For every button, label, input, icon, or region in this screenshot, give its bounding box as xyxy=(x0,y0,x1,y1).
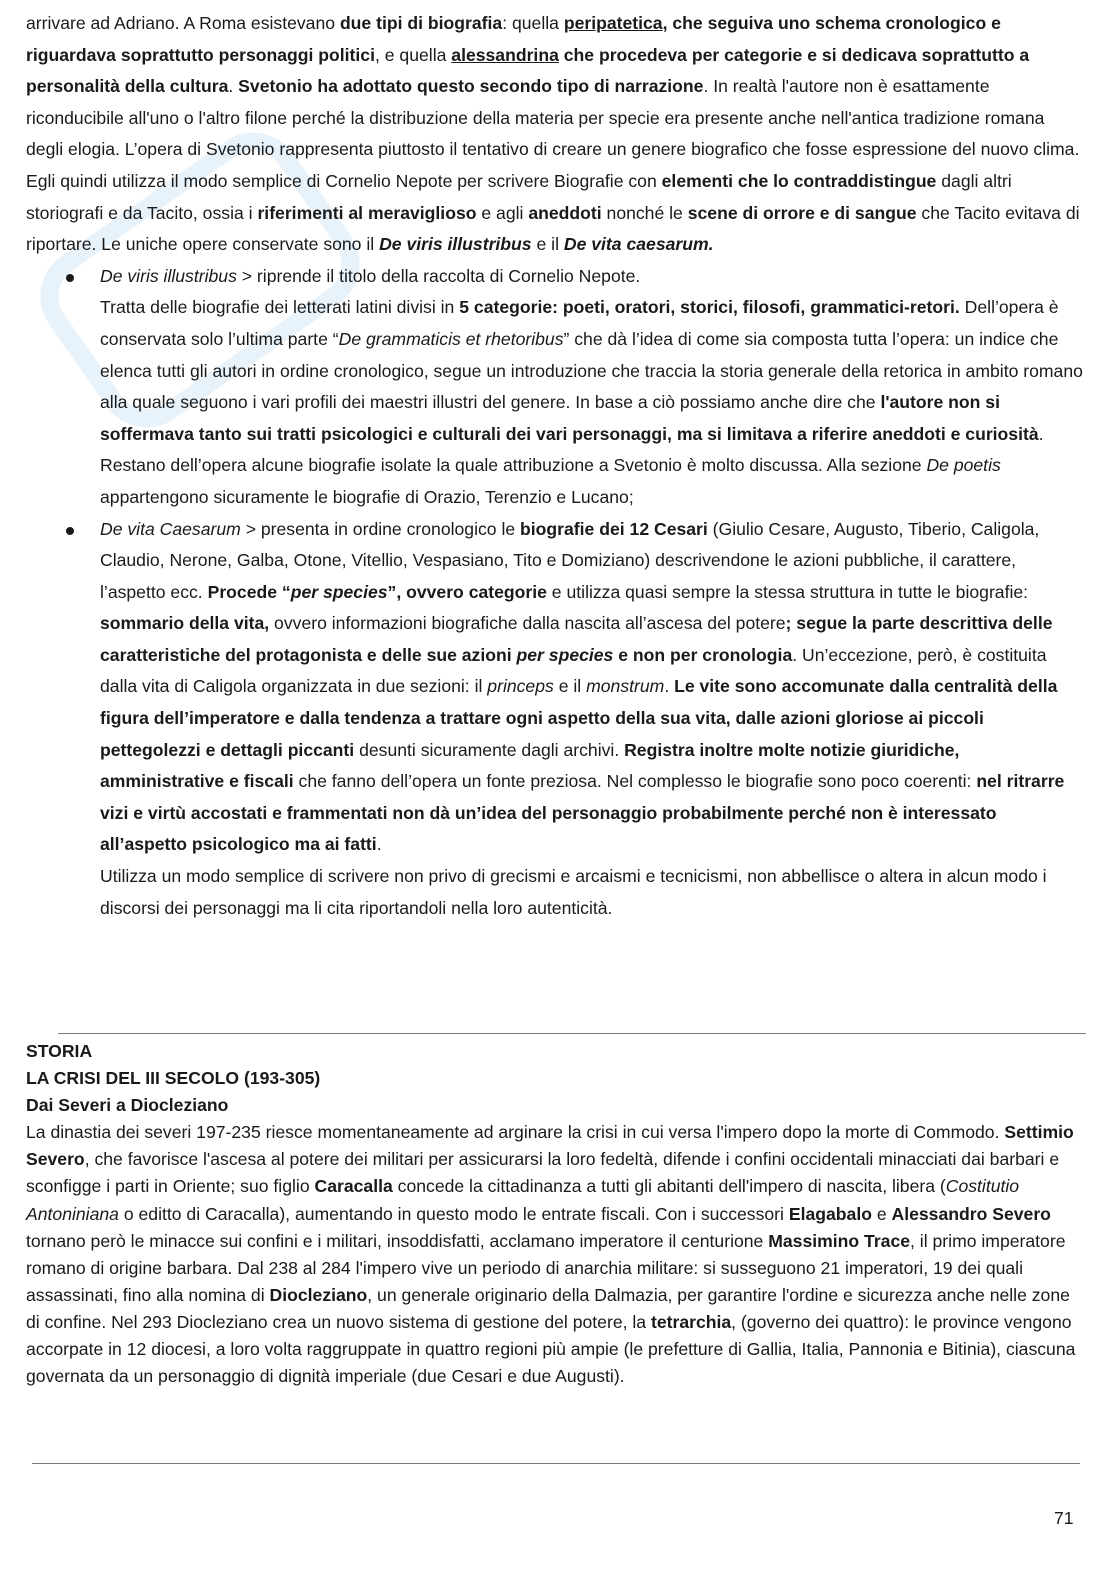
list-item-de-viris: De viris illustribus > riprende il titolo della raccolta di Cornelio Nepote. Tratta delle biografie dei letterati latini divisi in 5 categorie: poeti, oratori, storici, filosofi, grammatici-retori. Dell’opera è conservata solo l’ultima parte “De grammaticis et rhetoribus” che dà l’idea di come sia composta tutta l’opera: un indice che elenca tutti gli autori in ordine cronologico, segue un introduzione che traccia la storia generale della retorica in ambito romano alla quale seguono i vari profili dei maestri illustri del genere. In base a ciò possiamo anche dire che l'autore non si soffermava tanto sui tratti psicologici e culturali dei vari personaggi, ma si limitava a riferire aneddoti e curiosità. Restano dell’opera alcune biografie isolate la quale attribuzione a Svetonio è molto discussa. Alla sezione De poetis appartengono sicuramente le biografie di Orazio, Terenzio e Lucano; xyxy=(26,261,1086,514)
section-subheading: Dai Severi a Diocleziano xyxy=(26,1095,229,1116)
section-heading-storia: STORIA xyxy=(26,1041,93,1061)
history-paragraph: La dinastia dei severi 197-235 riesce momentaneamente ad arginare la crisi in cui versa l'impero dopo la morte di Commodo. Settimio Severo, che favorisce l'ascesa al potere dei militari per assicurarsi la loro fedeltà, difende i confini occidentali minacciati dai barbari e sconfigge i parti in Oriente; suo figlio Caracalla concede la cittadinanza a tutti gli abitanti dell'impero di nascita, libera (Costitutio Antoniniana o editto di Caracalla), aumentando in questo modo le entrate fiscali. Con i successori Elagabalo e Alessandro Severo tornano però le minacce sui confini e i militari, insoddisfatti, acclamano imperatore il centurione Massimino Trace, il primo imperatore romano di origine barbara. Dal 238 al 284 l'impero vive un periodo di anarchia militare: si susseguono 21 imperatori, 19 dei quali assassinati, fino alla nomina di Diocleziano, un generale originario della Dalmazia, per garantire l'ordine e sicurezza anche nelle zone di confine. Nel 293 Diocleziano crea un nuovo sistema di gestione del potere, la tetrarchia, (governo dei quattro): le province vengono accorpate in 12 diocesi, a loro volta raggruppate in quattro regioni più ampie (le prefetture di Gallia, Italia, Pannonia e Bitinia), ciascuna governata da un personaggio di dignità imperiale (due Cesari e due Augusti). xyxy=(26,1122,1076,1387)
history-section xyxy=(26,1038,1086,1390)
divider xyxy=(58,1033,1086,1034)
footer-divider xyxy=(32,1463,1080,1464)
bullet-icon xyxy=(66,274,74,282)
closing-paragraph: Utilizza un modo semplice di scrivere non privo di grecismi e arcaismi e tecnicismi, non abbellisce o altera in alcun modo i discorsi dei personaggi ma li cita riportandoli nella loro autenticità. xyxy=(100,866,1047,918)
page-number: 71 xyxy=(1054,1508,1074,1528)
list-item-de-vita: De vita Caesarum > presenta in ordine cronologico le biografie dei 12 Cesari (Giulio Cesare, Augusto, Tiberio, Caligola, Claudio, Nerone, Galba, Otone, Vitellio, Vespasiano, Tito e Domiziano) descrivendone le azioni pubbliche, il carattere, l’aspetto ecc. Procede “per species”, ovvero categorie e utilizza quasi sempre la stessa struttura in tutte le biografie: sommario della vita, ovvero informazioni biografiche dalla nascita all’ascesa del potere; segue la parte descrittiva delle caratteristiche del protagonista e delle sue azioni per species e non per cronologia. Un’eccezione, però, è costituita dalla vita di Caligola organizzata in due sezioni: il princeps e il monstrum. Le vite sono accomunate dalla centralità della figura dell’imperatore e dalla tendenza a trattare ogni aspetto della sua vita, dalle azioni gloriose ai piccoli pettegolezzi e dettagli piccanti desunti sicuramente dagli archivi. Registra inoltre molte notizie giuridiche, amministrative e fiscali che fanno dell’opera un fonte preziosa. Nel complesso le biografie sono poco coerenti: nel ritrarre vizi e virtù accostati e frammentati non dà un’idea del personaggio probabilmente perché non è interessato all’aspetto psicologico ma ai fatti. xyxy=(26,514,1086,862)
works-list xyxy=(26,261,1086,861)
biography-section xyxy=(26,8,1086,924)
section-heading-crisi: LA CRISI DEL III SECOLO (193-305) xyxy=(26,1068,321,1089)
bullet-icon xyxy=(66,527,74,535)
intro-paragraph: arrivare ad Adriano. A Roma esistevano due tipi di biografia: quella peripatetica, che seguiva uno schema cronologico e riguardava soprattutto personaggi politici, e quella alessandrina che procedeva per categorie e si dedicava soprattutto a personalità della cultura. Svetonio ha adottato questo secondo tipo di narrazione. In realtà l'autore non è esattamente riconducibile all'uno o l'altro filone perché la distribuzione della materia per specie era presente anche nell'antica tradizione romana degli elogia. L’opera di Svetonio rappresenta piuttosto il tentativo di creare un genere biografico che fosse espressione del nuovo clima. Egli quindi utilizza il modo semplice di Cornelio Nepote per scrivere Biografie con elementi che lo contraddistingue dagli altri storiografi e da Tacito, ossia i riferimenti al meraviglioso e agli aneddoti nonché le scene di orrore e di sangue che Tacito evitava di riportare. Le uniche opere conservate sono il De viris illustribus e il De vita caesarum. xyxy=(26,13,1080,255)
